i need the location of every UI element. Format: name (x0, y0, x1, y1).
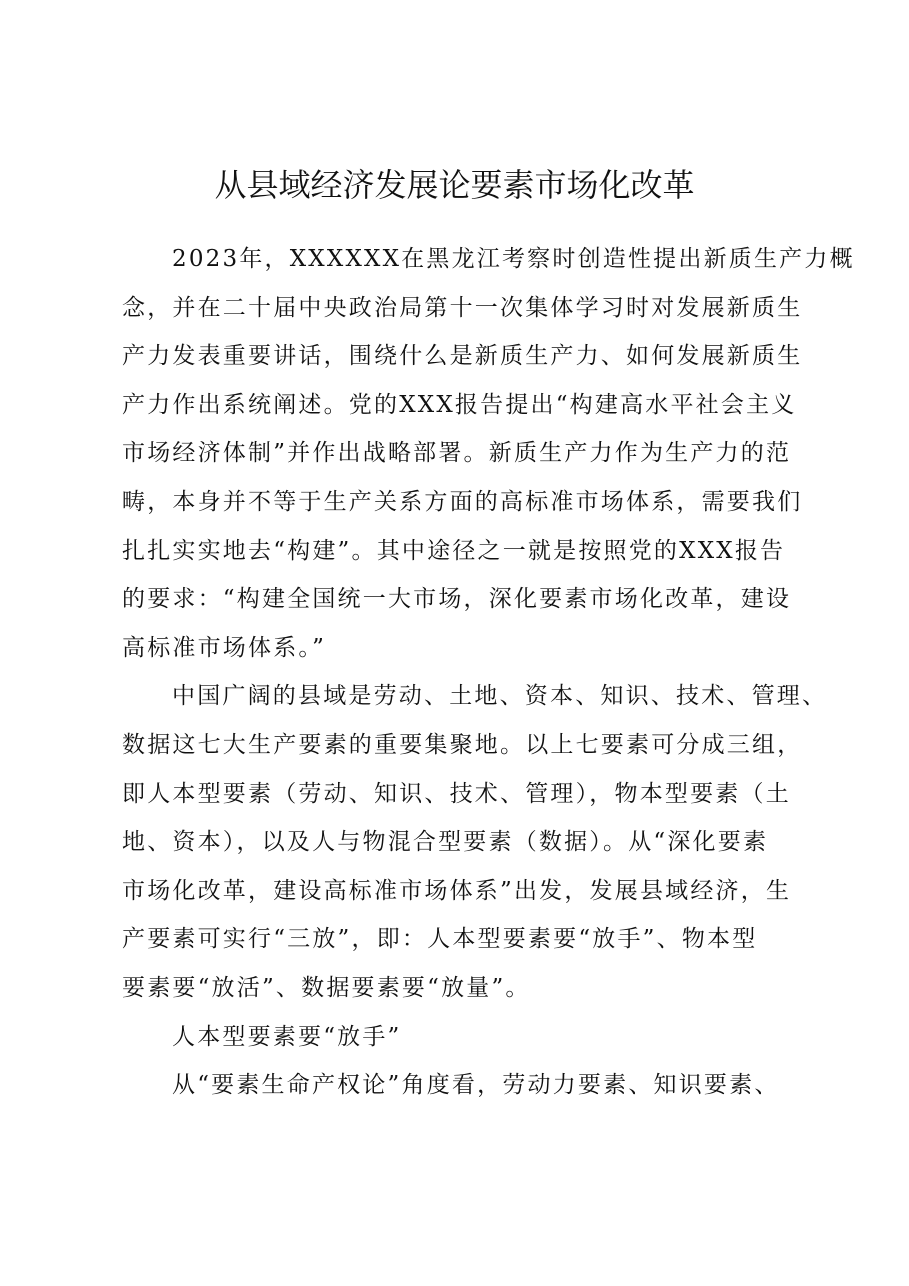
paragraph-line: 中国广阔的县域是劳动、土地、资本、知识、技术、管理、 (172, 683, 828, 710)
paragraph-line: 要素要“放活”、数据要素要“放量”。 (122, 974, 531, 1001)
document-title: 从县域经济发展论要素市场化改革 (214, 166, 695, 204)
paragraph-line: 畴，本身并不等于生产关系方面的高标准市场体系，需要我们 (122, 488, 803, 515)
paragraph-line: 2023年，XXXXXX在黑龙江考察时创造性提出新质生产力概 (172, 246, 855, 272)
paragraph-line: 高标准市场体系。” (122, 634, 327, 661)
paragraph-line: 从“要素生命产权论”角度看，劳动力要素、知识要素、 (172, 1072, 780, 1099)
paragraph-line: 数据这七大生产要素的重要集聚地。以上七要素可分成三组， (122, 731, 803, 758)
paragraph-line: 地、资本），以及人与物混合型要素（数据）。从“深化要素 (122, 829, 769, 856)
paragraph-line: 的要求：“构建全国统一大市场，深化要素市场化改革，建设 (122, 586, 792, 613)
paragraph-line: 念，并在二十届中央政治局第十一次集体学习时对发展新质生 (122, 294, 803, 321)
paragraph-line: 市场经济体制”并作出战略部署。新质生产力作为生产力的范 (122, 440, 792, 467)
section-heading: 人本型要素要“放手” (172, 1023, 402, 1050)
document-body (122, 235, 855, 1110)
paragraph-line: 市场化改革，建设高标准市场体系”出发，发展县域经济，生 (122, 877, 792, 904)
paragraph-line: 产要素可实行“三放”，即：人本型要素要“放手”、物本型 (122, 926, 758, 953)
paragraph-line: 即人本型要素（劳动、知识、技术、管理），物本型要素（土 (122, 780, 791, 807)
paragraph-line: 扎扎实实地去“构建”。其中途径之一就是按照党的XXX报告 (122, 537, 786, 564)
paragraph-line: 产力发表重要讲话，围绕什么是新质生产力、如何发展新质生 (122, 343, 803, 370)
paragraph-line: 产力作出系统阐述。党的XXX报告提出“构建高水平社会主义 (122, 391, 797, 418)
